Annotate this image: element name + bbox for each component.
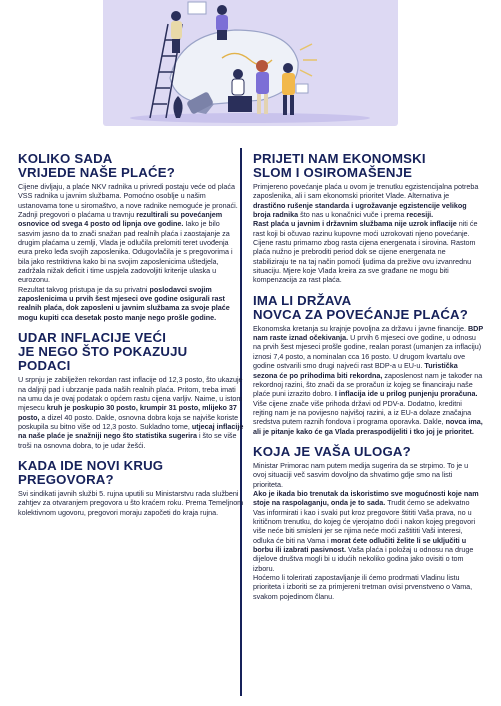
section-udar-inflacije (18, 331, 244, 450)
section-ima-li-drzava-novca (253, 294, 483, 436)
right-column (253, 152, 483, 607)
paragraph: Svi sindikati javnih službi 5. rujna uputili su Ministarstvu rada službeni zahtjev za otvaranjem pregovora u što kraćem roku. Prema Temeljnom kolektivnom ugovoru, pregovori moraju započeti do kraja rujna. (18, 488, 244, 517)
section-koliko-sada (18, 152, 244, 322)
section-vasa-uloga (253, 445, 483, 601)
section-heading: PRIJETI NAM EKONOMSKI SLOM I OSIROMAŠENJE (253, 151, 426, 180)
section-heading: KADA IDE NOVI KRUG PREGOVORA? (18, 457, 164, 487)
paragraph: Cijene divljaju, a plaće NKV radnika u privredi postaju veće od plaća VSS radnika u javnim službama. Pomoćno osoblje u našim ustanovama tone u siromaštvo, a nove radnike nemoguće je pronaći. Zadnji pregovori o plaćama u travnju rezultirali su povećanjem osnovice od svega 4 posto od lipnja ove godine. Iako je bilo sasvim jasno da to znači snažan pad realnih plaća i zaostajanje za drugim plaćama u zemlji, Vlada je odlučila prelomiti teret uvođenja eura preko leđa svojih zaposlenika. Odugovlačila je s pregovorima i bila jako restriktivna kako bi na svojim zaposlenicima uštedjela, zadržala nižak deficit i time uspjela zadovoljiti kriterije ulaska u eurozonu. (18, 182, 238, 285)
paragraph: Hoćemo li tolerirati zapostavljanje ili ćemo prodrmati Vladinu listu prioriteta i izboriti se za primjereni tretman ovisi prvenstveno o Vama, svakom pojedinom članu. (253, 573, 473, 601)
paragraph: Ministar Primorac nam putem medija sugerira da se strpimo. To je u ovoj situaciji več sasvim dovoljno da shvatimo gdje smo na listi prioriteta. (253, 460, 469, 489)
paragraph: Ekonomska kretanja su krajnje povoljna za državu i javne financije. BDP nam raste iznad očekivanja. U prvih 6 mjeseci ove godine, u odnosu na prvih šest mjeseci prošle godine, realan porast (umanjen za inflaciju) iznosi 7,4 posto, a nominalan cca 16 posto. U drugom kvartalu ove godine ostvarili smo drugi najveći rast BDP-a u EU-u. Turistička sezona će po prihodima biti rekordna, zaposlenost nam je također na rekordnoj razini, što znači da se proračun iz kojeg se financiraju naše plaće puni izrazito dobro. I inflacija ide u prilog punjenju proračuna. Više cijene znače više prihoda državi od PDV-a. Dodatno, kreditni rejting nam je na povijesno najvišoj razini, a iz EU-a dolaze značajna sredstva putem raznih fondova i programa oporavka. Dakle, novca ima, ali je pitanje kako će ga Vlada preraspodijeliti i tko joj je prioritet. (253, 323, 483, 436)
section-heading: IMA LI DRŽAVA NOVCA ZA POVEĆANJE PLAĆA? (253, 292, 469, 322)
paragraph: Rast plaća u javnim i državnim službama nije uzrok inflacije niti će rast koji bi očuvao razinu kupovne moći uzrokovati njeno povećanje. Cijene rastu primarno zbog rasta cijena energenata i sirovina. Rastom plaća nužno je prebroditi period dok se cijene energenata ne stabiliziraju te na taj način pomoći ljudima da prežive ovu izvanrednu situaciju. Mjere koje Vlada kreira za sve građane ne mogu biti kompenzacija za rast plaća. (253, 219, 478, 285)
paragraph: U srpnju je zabilježen rekordan rast inflacije od 12,3 posto, što ukazuje na daljnji pad i ubrzanje pada naših realnih plaća. Pritom, treba imati na umu da je ovaj podatak o općem rastu cijena varljiv. Naime, u istom mjesecu kruh je poskupio 30 posto, krumpir 31 posto, mlijeko 37 posto, a dizel 40 posto. Dakle, osnovna dobra koja se najviše koriste poskupila su bitno više od 12,3 posto. Sukladno tome, utjecaj inflacije na naše plaće je snažniji nego što statistika sugerira i što se više troši na osnovna dobra, to je udar žešći. (18, 375, 244, 450)
paragraph: Primjereno povećanje plaća u ovom je trenutku egzistencijalna potreba zaposlenika, ali i sam ekonomski prioritet Vlade. Alternativa je drastično rušenje standarda i ugrožavanje egzistencije velikog broja radnika što nas u konačnici vuče i prema recesiji. (253, 182, 479, 220)
hero-area (0, 0, 501, 140)
section-heading: KOJA JE VAŠA ULOGA? (253, 443, 411, 459)
paragraph: Ako je ikada bio trenutak da iskoristimo sve mogućnosti koje nam stoje na raspolaganju, onda je to sada. Trudit ćemo se adekvatno Vas informirati i kao i svaki put kroz pregovore štititi Vaša prava, no u kritičnom trenutku, do kojeg će vjerojatno doći i nakon kojeg pregovori više neće biti smisleni jer se njima neće moći zaštititi Vaši interesi, odluka će biti na Vama i morat ćete odlučiti želite li se uključiti u borbu ili izabrati pasivnost. Vaša plaća i položaj u odnosu na druge dijelove društva mogli bi u idućih nekoliko godina jako ovisiti o tom izboru. (253, 488, 479, 573)
section-heading: KOLIKO SADA VRIJEDE NAŠE PLAĆE? (18, 151, 175, 180)
section-novi-krug-pregovora (18, 459, 244, 517)
paragraph: Rezultat takvog pristupa je da su privatni poslodavci svojim zaposlenicima u prvih šest mjeseci ove godine osigurali rast realnih plaća, dok zaposleni u javnim službama za svoje plaće mogu kupiti cca desetak posto manje nego prošle godine. (18, 284, 230, 322)
section-ekonomski-slom (253, 152, 483, 285)
section-heading: UDAR INFLACIJE VEĆI JE NEGO ŠTO POKAZUJU PODACI (18, 330, 188, 374)
left-column (18, 152, 244, 523)
team-with-lightbulb-illustration (0, 0, 501, 140)
